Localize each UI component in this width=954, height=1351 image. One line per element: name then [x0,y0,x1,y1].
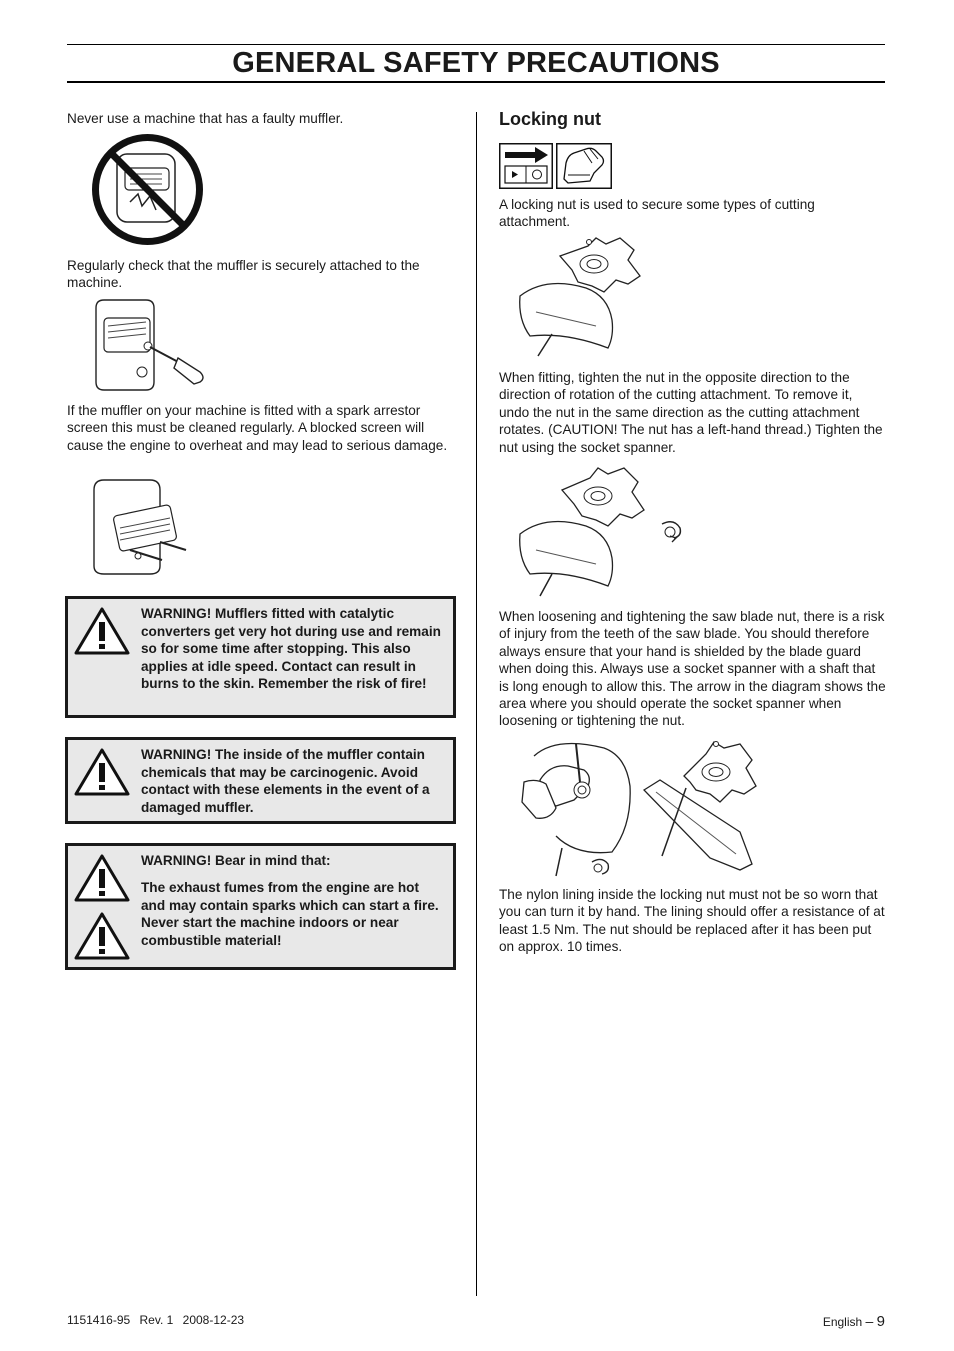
left-paragraph-1: Never use a machine that has a faulty muffler. [67,111,344,126]
document-number: 1151416-95 [67,1313,131,1327]
revision-date: 2008-12-23 [182,1313,245,1327]
page-title: GENERAL SAFETY PRECAUTIONS [232,47,720,79]
warning-text-exhaust: The exhaust fumes from the engine are hot and may contain sparks which can start a fire. Never start the machine indoors or near combustible material! [141,880,439,948]
title-underline [67,81,885,83]
warning-box-carcinogenic [65,737,456,824]
right-paragraph-3: When loosening and tightening the saw blade nut, there is a risk of injury from the teeth of the saw blade. You should therefore always ensure that your hand is shielded by the blade guard when doing this. Always use a socket spanner with a shaft that is long enough to allow this. The arrow in the diagram shows the area where you should operate the socket spanner when loosening or tightening the nut. [499,609,886,729]
warning-triangle-icon [74,854,130,902]
warning-heading-exhaust: WARNING! Bear in mind that: [141,853,331,868]
read-manual-arrow-icon [499,143,553,189]
left-paragraph-3: If the muffler on your machine is fitted with a spark arrestor screen this must be cleaned regularly. A blocked screen will cause the engine to overheat and may lead to serious damage. [67,403,448,453]
warning-text-carcinogenic: WARNING! The inside of the muffler contain chemicals that may be carcinogenic. Avoid contact with these elements in the event of a damaged muffler. [141,747,430,815]
section-heading-locking-nut: Locking nut [499,109,601,129]
blade-tightening-direction-illustration [516,464,692,598]
blade-guard-saw-blade-illustration [640,736,760,874]
socket-spanner-hand-illustration [516,736,636,878]
faulty-muffler-prohibited-illustration [90,132,205,247]
warning-box-exhaust [65,843,456,970]
revision: Rev. 1 [139,1313,174,1327]
protective-glove-icon [556,143,612,189]
warning-box-catalytic [65,596,456,718]
column-divider [476,112,477,1296]
right-paragraph-2: When fitting, tighten the nut in the opposite direction to the direction of rotation of the cutting attachment. To remove it, undo the nut in the same direction as the cutting attachment rotates. (CAUTION! The nut has a left-hand thread.) Tighten the nut using the socket spanner. [499,370,883,455]
right-paragraph-4: The nylon lining inside the locking nut must not be so worn that you can turn it by hand. The lining should offer a resistance of at least 1.5 Nm. The nut should be replaced after it has been put on approx. 10 times. [499,887,885,955]
left-paragraph-2: Regularly check that the muffler is securely attached to the machine. [67,258,420,291]
muffler-screwdriver-illustration [90,298,215,393]
spark-arrestor-screen-illustration [90,476,195,578]
page-number: 9 [876,1313,885,1330]
warning-triangle-icon [74,748,130,796]
footer-page-info [823,1313,885,1330]
right-paragraph-1: A locking nut is used to secure some types of cutting attachment. [499,197,815,230]
language-label: English [822,1315,863,1329]
warning-triangle-icon [74,607,130,655]
warning-text-catalytic: WARNING! Mufflers fitted with catalytic converters get very hot during use and remain so for some time after stopping. This also applies at idle speed. Contact can result in burns to the skin. Remember the risk of fire! [141,606,441,691]
footer-doc-info [67,1313,244,1327]
cutting-blade-locking-nut-illustration [516,236,652,358]
warning-triangle-icon [74,912,130,960]
page-separator: – [865,1313,874,1329]
